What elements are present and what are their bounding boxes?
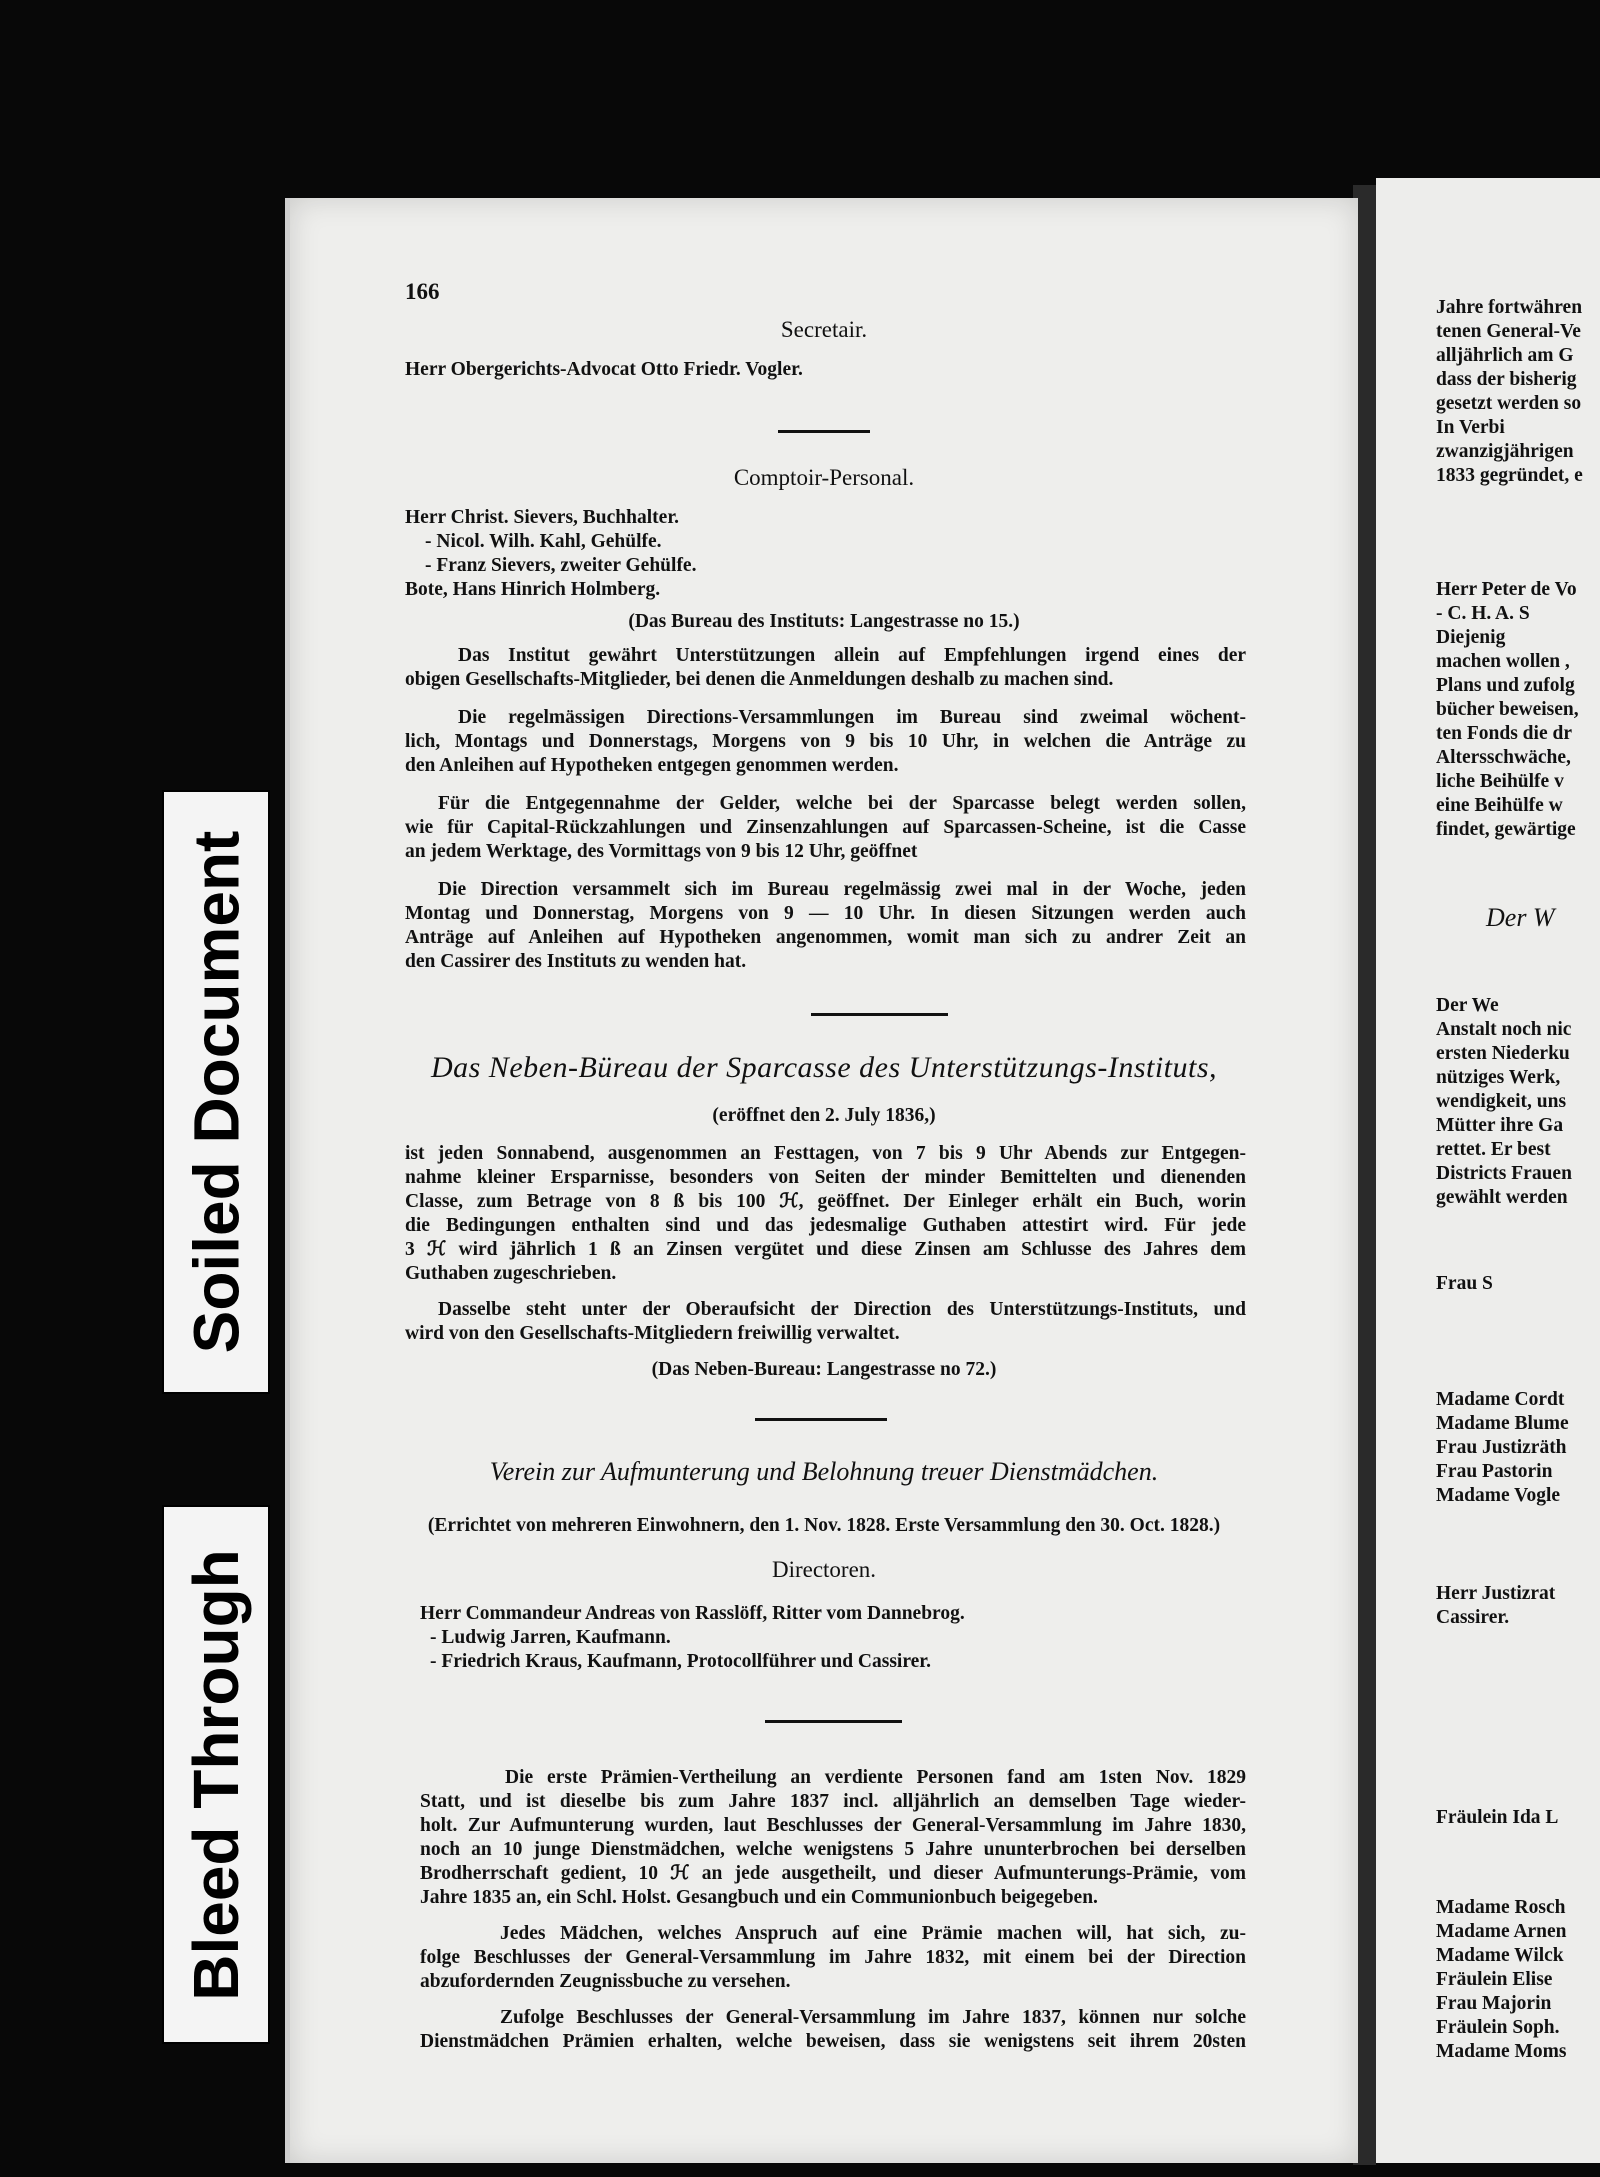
paragraph-line: Die Direction versammelt sich im Bureau regelmässig zwei mal in der Woche, jeden [438,879,1246,900]
comptoir-line: - Franz Sievers, zweiter Gehülfe. [425,555,697,576]
paragraph-line: an jedem Werktage, des Vormittags von 9 bis 12 Uhr, geöffnet [405,841,918,862]
right-page-line: Frau S [1436,1273,1493,1294]
neben-note: (Das Neben-Bureau: Langestrasse no 72.) [651,1359,997,1380]
bureau-note: (Das Bureau des Instituts: Langestrasse no 15.) [628,611,1020,632]
paragraph-line: Statt, und ist dieselbe bis zum Jahre 1837 incl. alljährlich an demselben Tage wieder- [420,1791,1246,1812]
divider [765,1720,902,1723]
left-page [285,198,1358,2163]
right-page-line: ersten Niederku [1436,1043,1570,1064]
label-soiled-text: Soiled Document [180,830,252,1354]
paragraph-line: nahme kleiner Ersparnisse, besonders von Seiten der minder Bemittelten und dienenden [405,1167,1246,1188]
right-page-line: Madame Cordt [1436,1389,1565,1410]
comptoir-heading: Comptoir-Personal. [733,465,915,490]
paragraph-line: den Anleihen auf Hypotheken entgegen genommen werden. [405,755,899,776]
right-page-line: Cassirer. [1436,1607,1510,1628]
right-page-line: gesetzt werden so [1436,393,1582,414]
paragraph-line: Die regelmässigen Directions-Versammlungen im Bureau sind zweimal wöchent- [458,707,1246,728]
right-page [1376,178,1600,2163]
right-page-line: Madame Wilck [1436,1945,1564,1966]
paragraph-line: Anträge auf Anleihen auf Hypotheken angenommen, womit man sich zu andrer Zeit an [405,927,1246,948]
paragraph-line: ist jeden Sonnabend, ausgenommen an Festtagen, von 7 bis 9 Uhr Abends zur Entgegen- [405,1143,1246,1164]
secretair-line: Herr Obergerichts-Advocat Otto Friedr. Vogler. [405,359,803,380]
right-page-line: wendigkeit, uns [1436,1091,1567,1112]
paragraph-line: wird von den Gesellschafts-Mitgliedern freiwillig verwaltet. [405,1323,900,1344]
paragraph-line: Dienstmädchen Prämien erhalten, welche beweisen, dass sie wenigstens seit ihrem 20sten [420,2031,1246,2052]
right-page-line: liche Beihülfe v [1436,771,1564,792]
label-soiled-document [162,790,270,1394]
right-page-line: - C. H. A. S [1436,603,1530,624]
right-page-line: Plans und zufolg [1436,675,1575,696]
right-page-line: Herr Peter de Vo [1436,579,1577,600]
paragraph-line: 3 ℋ wird jährlich 1 ß an Zinsen vergütet und diese Zinsen am Schlusse des Jahres dem [405,1239,1246,1260]
right-page-line: Diejenig [1436,627,1506,648]
comptoir-line: Bote, Hans Hinrich Holmberg. [405,579,661,600]
right-page-line: Fräulein Ida L [1436,1807,1559,1828]
right-page-line: Anstalt noch nic [1436,1019,1572,1040]
right-page-line: nütziges Werk, [1436,1067,1561,1088]
paragraph-line: noch an 10 junge Dienstmädchen, welche wenigstens 5 Jahre ununterbrochen bei derselben [420,1839,1246,1860]
divider [778,430,870,433]
right-page-line: In Verbi [1436,417,1505,438]
right-page-line: Madame Arnen [1436,1921,1567,1942]
verein-title: Verein zur Aufmunterung und Belohnung treuer Dienstmädchen. [489,1457,1159,1486]
paragraph-line: folge Beschlusses der General-Versammlung im Jahre 1832, mit einem bei der Direction [420,1947,1246,1968]
right-page-line: dass der bisherig [1436,369,1577,390]
comptoir-line: Herr Christ. Sievers, Buchhalter. [405,507,680,528]
right-page-line: Fräulein Elise [1436,1969,1553,1990]
right-page-line: Jahre fortwähren [1436,297,1583,318]
right-page-line: Madame Rosch [1436,1897,1566,1918]
right-page-line: gewählt werden [1436,1187,1568,1208]
right-page-line: zwanzigjährigen [1436,441,1574,462]
paragraph-line: die Bedingungen enthalten sind und das jedesmalige Guthaben attestirt wird. Für jede [405,1215,1246,1236]
directoren-heading: Directoren. [771,1557,877,1582]
directoren-line: - Ludwig Jarren, Kaufmann. [430,1627,671,1648]
paragraph-line: obigen Gesellschafts-Mitglieder, bei denen die Anmeldungen deshalb zu machen sind. [405,669,1114,690]
right-page-line: Madame Blume [1436,1413,1569,1434]
divider [811,1013,948,1016]
paragraph-line: Guthaben zugeschrieben. [405,1263,617,1284]
right-page-line: findet, gewärtige [1436,819,1576,840]
right-page-line: Frau Majorin [1436,1993,1552,2014]
label-bleed-text: Bleed Through [180,1548,252,2001]
right-page-line: eine Beihülfe w [1436,795,1563,816]
right-page-line: Der W [1486,903,1555,932]
right-page-line: Madame Vogle [1436,1485,1561,1506]
right-page-line: Frau Pastorin [1436,1461,1553,1482]
right-page-line: Frau Justizräth [1436,1437,1567,1458]
paragraph-line: abzufordernden Zeugnissbuche zu versehen. [420,1971,791,1992]
right-page-line: Mütter ihre Ga [1436,1115,1564,1136]
paragraph-line: Brodherrschaft gedient, 10 ℋ an jede ausgetheilt, und dieser Aufmunterungs-Prämie, vom [420,1863,1246,1884]
page-number: 166 [405,279,440,304]
paragraph-line: Montag und Donnerstag, Morgens von 9 — 10 Uhr. In diesen Sitzungen werden auch [405,903,1246,924]
neben-title: Das Neben-Büreau der Sparcasse des Unterstützungs-Instituts, [430,1051,1218,1084]
paragraph-line: holt. Zur Aufmunterung wurden, laut Beschlusses der General-Versammlung im Jahre 1830, [420,1815,1246,1836]
neben-subtitle: (eröffnet den 2. July 1836,) [712,1105,936,1126]
right-page-line: ten Fonds die dr [1436,723,1572,744]
directoren-line: Herr Commandeur Andreas von Rasslöff, Ritter vom Dannebrog. [420,1603,965,1624]
paragraph-line: den Cassirer des Instituts zu wenden hat. [405,951,747,972]
label-bleed-through [162,1505,270,2044]
secretair-heading: Secretair. [780,317,868,342]
paragraph-line: lich, Montags und Donnerstags, Morgens von 9 bis 10 Uhr, in welchen die Anträge zu [405,731,1246,752]
right-page-line: Der We [1436,995,1499,1016]
right-page-line: bücher beweisen, [1436,699,1579,720]
paragraph-line: Für die Entgegennahme der Gelder, welche bei der Sparcasse belegt werden sollen, [438,793,1246,814]
right-page-line: tenen General-Ve [1436,321,1581,342]
right-page-line: Herr Justizrat [1436,1583,1556,1604]
paragraph-line: Die erste Prämien-Vertheilung an verdiente Personen fand am 1sten Nov. 1829 [505,1767,1246,1788]
right-page-line: rettet. Er best [1436,1139,1551,1160]
paragraph-line: Classe, zum Betrage von 8 ß bis 100 ℋ, geöffnet. Der Einleger erhält ein Buch, worin [405,1191,1246,1212]
divider [755,1418,887,1421]
right-page-line: alljährlich am G [1436,345,1574,366]
paragraph-line: Dasselbe steht unter der Oberaufsicht der Direction des Unterstützungs-Instituts, und [438,1299,1246,1320]
paragraph-line: Das Institut gewährt Unterstützungen allein auf Empfehlungen irgend eines der [458,645,1246,666]
comptoir-line: - Nicol. Wilh. Kahl, Gehülfe. [425,531,662,552]
paragraph-line: Zufolge Beschlusses der General-Versammlung im Jahre 1837, können nur solche [500,2007,1246,2028]
right-page-line: machen wollen , [1436,651,1570,672]
paragraph-line: wie für Capital-Rückzahlungen und Zinsenzahlungen auf Sparcassen-Scheine, ist die Casse [405,817,1246,838]
verein-subtitle: (Errichtet von mehreren Einwohnern, den 1. Nov. 1828. Erste Versammlung den 30. Oct. 1828.) [427,1515,1221,1536]
right-page-line: Districts Frauen [1436,1163,1572,1184]
right-page-line: Altersschwäche, [1436,747,1571,768]
paragraph-line: Jedes Mädchen, welches Anspruch auf eine Prämie machen will, hat sich, zu- [500,1923,1246,1944]
right-page-line: 1833 gegründet, e [1436,465,1583,486]
directoren-line: - Friedrich Kraus, Kaufmann, Protocollführer und Cassirer. [430,1651,932,1672]
right-page-line: Fräulein Soph. [1436,2017,1560,2038]
paragraph-line: Jahre 1835 an, ein Schl. Holst. Gesangbuch und ein Communionbuch beigegeben. [420,1887,1098,1908]
right-page-line: Madame Moms [1436,2041,1567,2062]
